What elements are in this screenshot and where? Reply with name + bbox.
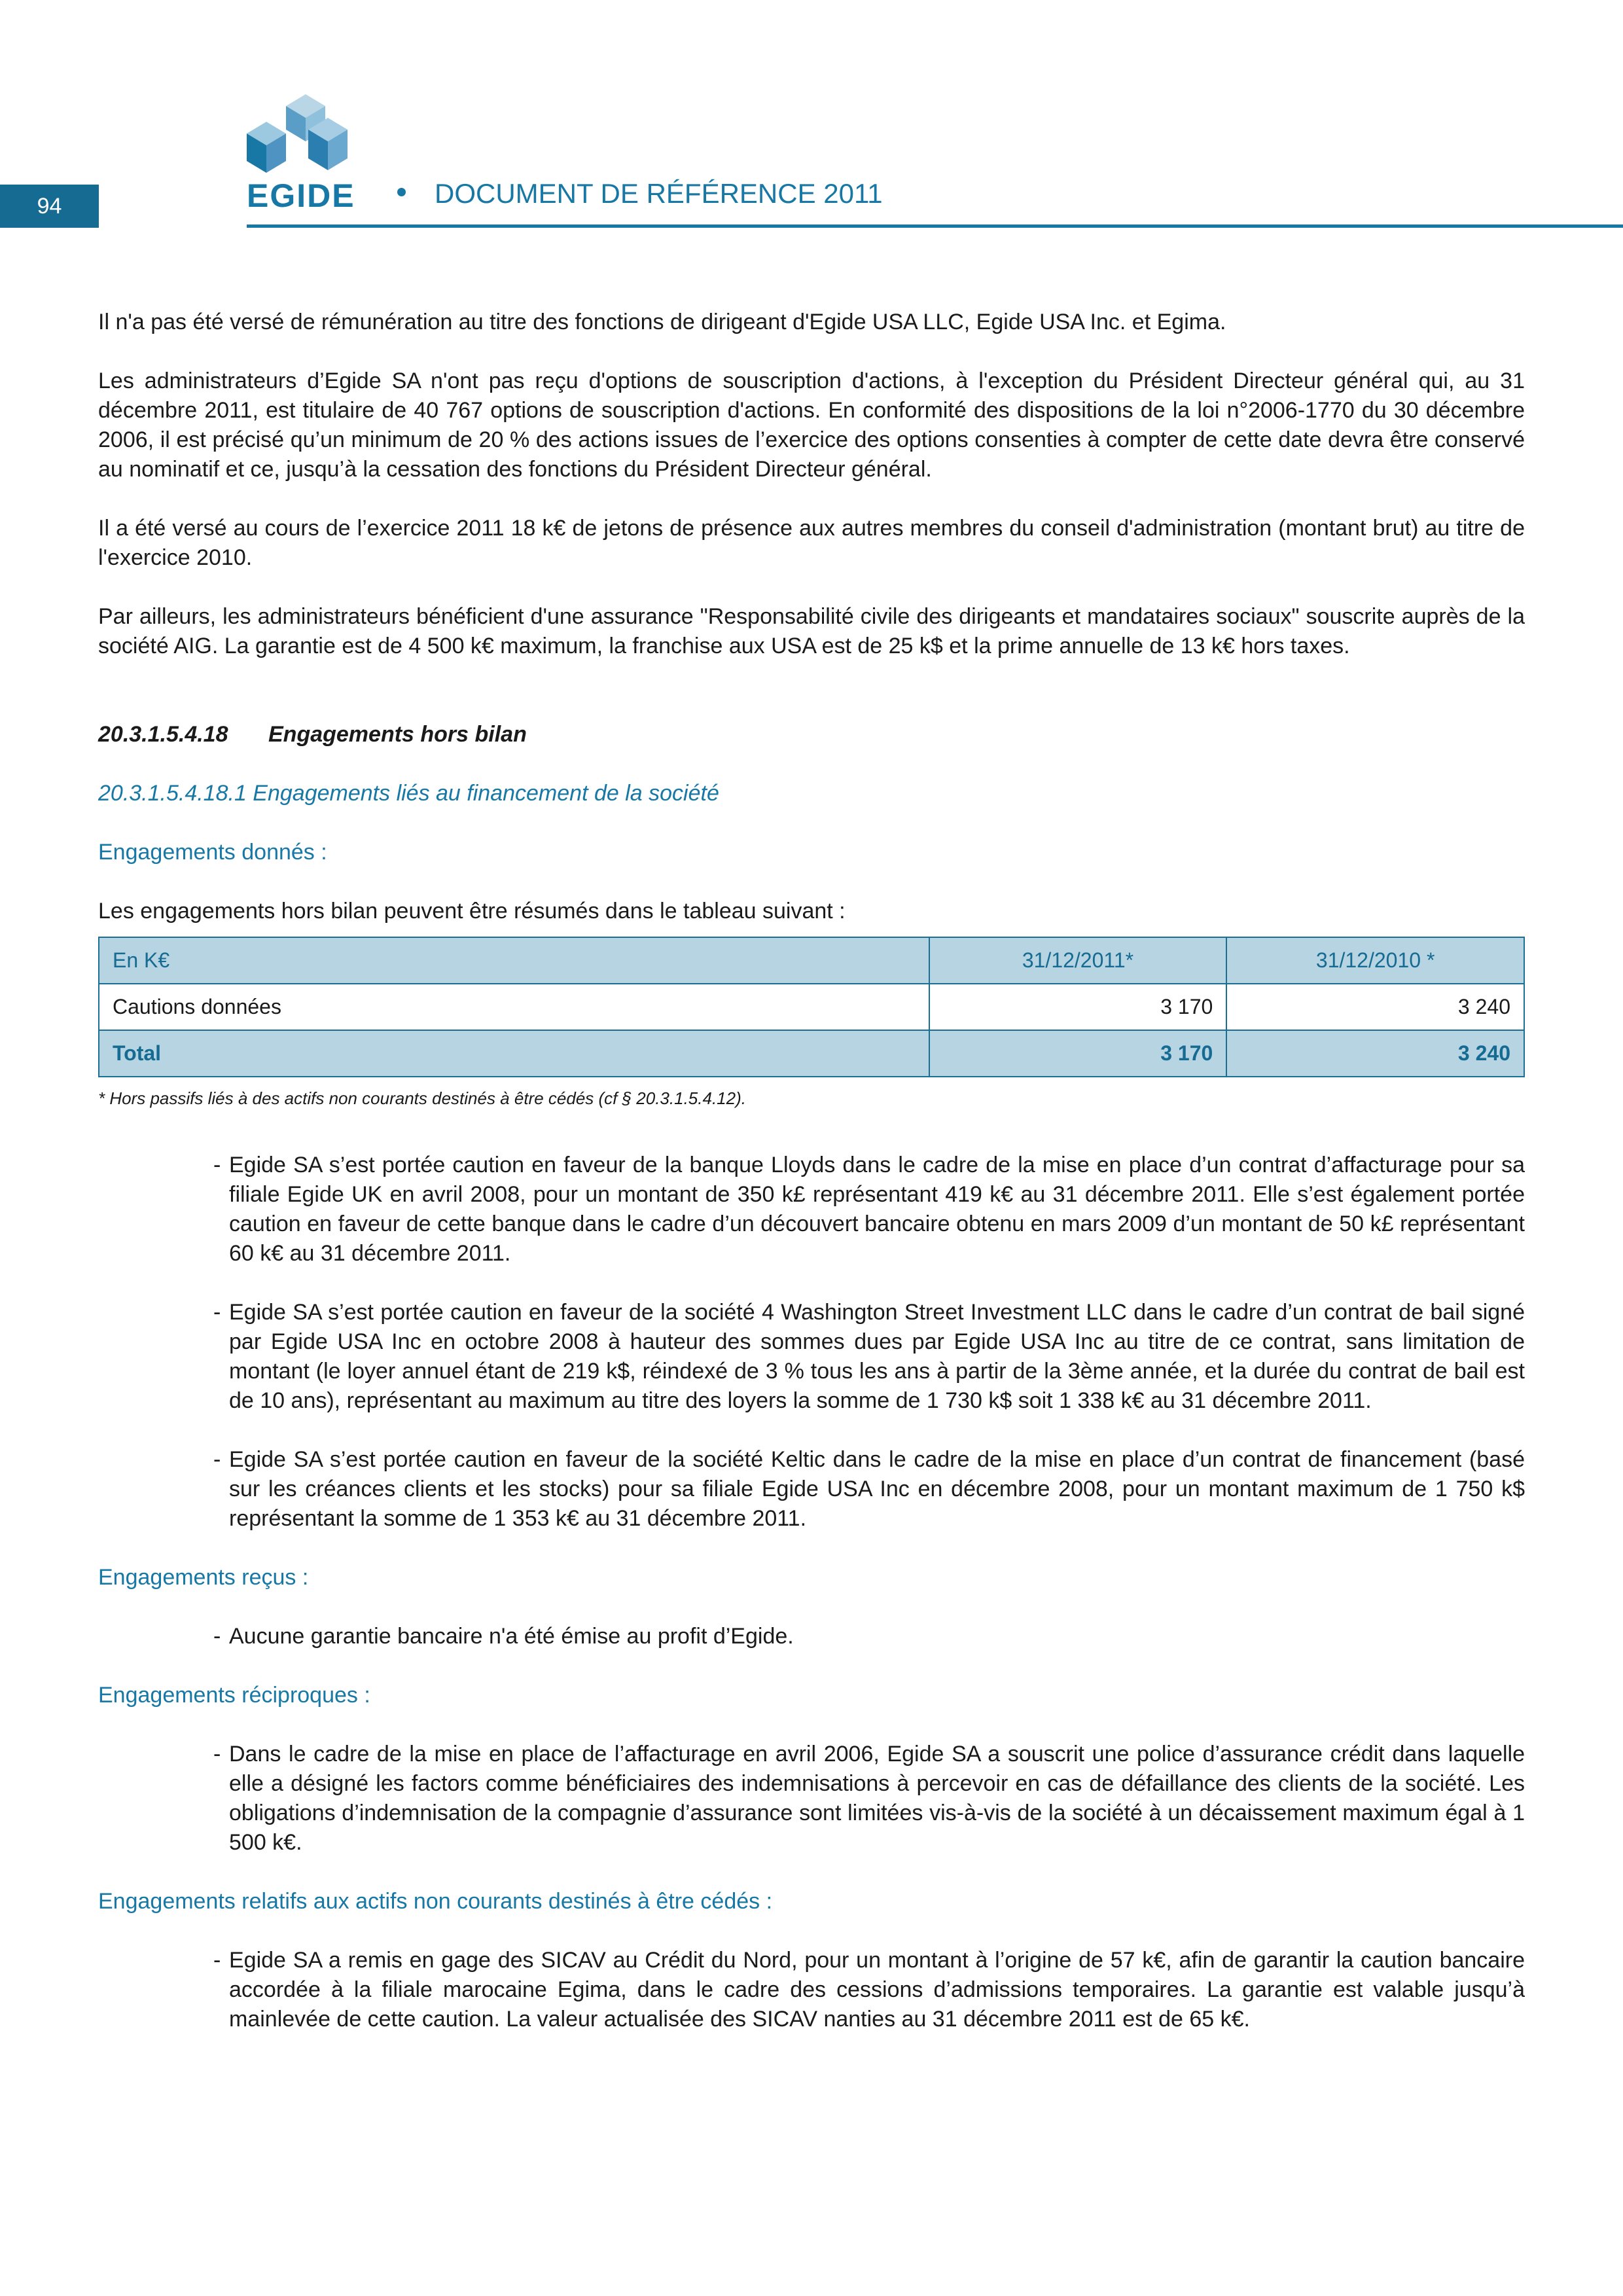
paragraph: Par ailleurs, les administrateurs bénéficient d'une assurance "Responsabilité civile des dirigeants et mandataires sociaux" souscrite auprès de la société AIG. La garantie est de 4 500 k€ maximum, la franchise aux USA est de 25 k$ et la prime annuelle de 13 k€ hors taxes. [98, 604, 1525, 658]
paragraph: Il n'a pas été versé de rémunération au titre des fonctions de dirigeant d'Egide USA LLC, Egide USA Inc. et Egima. [98, 310, 1226, 334]
document-title: DOCUMENT DE RÉFÉRENCE 2011 [435, 178, 883, 209]
section-heading [98, 720, 1525, 749]
table-cell: 3 170 [929, 1030, 1227, 1077]
commitments-table [98, 937, 1525, 1077]
heading-engagements-donnes: Engagements donnés : [98, 840, 327, 865]
paragraph: Il a été versé au cours de l’exercice 2011 18 k€ de jetons de présence aux autres membres du conseil d'administration (montant brut) au titre de l'exercice 2010. [98, 516, 1525, 570]
column-header: En K€ [99, 937, 929, 984]
table-cell: Cautions données [99, 984, 929, 1030]
heading-engagements-actifs: Engagements relatifs aux actifs non courants destinés à être cédés : [98, 1889, 773, 1914]
page-content [98, 308, 1525, 2064]
column-header: 31/12/2011* [929, 937, 1227, 984]
table-header-row [99, 937, 1524, 984]
list-item: - Egide SA s’est portée caution en faveur de la société 4 Washington Street Investment LLC dans le cadre d’un contrat de bail signé par Egide USA Inc en octobre 2008 à hauteur des sommes dues par Egide USA Inc au titre de ce contrat, sans limitation de montant (le loyer annuel étant de 219 k$, réindexé de 3 % tous les ans à partir de la 3ème année, et la durée du contrat de bail est de 10 ans), représentant au maximum au titre des loyers la somme de 1 730 k$ soit 1 338 k€ au 31 décembre 2011. [213, 1300, 1525, 1413]
list-item: - Egide SA a remis en gage des SICAV au Crédit du Nord, pour un montant à l’origine de 57 k€, afin de garantir la caution bancaire accordée à la filiale marocaine Egima, dans le cadre des cessions d’admissions temporaires. La garantie est valable jusqu’à mainlevée de cette caution. La valeur actualisée des SICAV nanties au 31 décembre 2011 est de 65 k€. [213, 1948, 1525, 2032]
table-cell: 3 240 [1226, 1030, 1524, 1077]
heading-engagements-recus: Engagements reçus : [98, 1565, 309, 1590]
subsection-heading: 20.3.1.5.4.18.1 Engagements liés au financement de la société [98, 781, 719, 806]
table-cell: 3 240 [1226, 984, 1524, 1030]
list-item: - Egide SA s’est portée caution en faveur de la société Keltic dans le cadre de la mise en place d’un contrat de financement (basé sur les créances clients et les stocks) pour sa filiale Egide USA Inc en décembre 2008, pour un montant maximum de 1 750 k$ représentant la somme de 1 353 k€ au 31 décembre 2011. [213, 1447, 1525, 1531]
table-cell: 3 170 [929, 984, 1227, 1030]
table-intro: Les engagements hors bilan peuvent être résumés dans le tableau suivant : [98, 899, 846, 924]
header-bullet [397, 188, 406, 196]
paragraph: Les administrateurs d’Egide SA n'ont pas reçu d'options de souscription d'actions, à l'exception du Président Directeur général qui, au 31 décembre 2011, est titulaire de 40 767 options de souscription d'actions. En conformité des dispositions de la loi n°2006-1770 du 30 décembre 2006, il est précisé qu’un minimum de 20 % des actions issues de l’exercice des options consenties à compter de cette date devra être conservé au nominatif et ce, jusqu’à la cessation des fonctions du Président Directeur général. [98, 368, 1525, 482]
table-cell: Total [99, 1030, 929, 1077]
heading-engagements-reciproques: Engagements réciproques : [98, 1683, 370, 1708]
table-total-row [99, 1030, 1524, 1077]
table-footnote: * Hors passifs liés à des actifs non courants destinés à être cédés (cf § 20.3.1.5.4.12). [98, 1088, 746, 1108]
section-number: 20.3.1.5.4.18 [98, 722, 228, 747]
given-bullet-list [98, 1151, 1525, 1534]
section-title: Engagements hors bilan [268, 722, 527, 747]
list-item: - Dans le cadre de la mise en place de l’affacturage en avril 2006, Egide SA a souscrit une police d’assurance crédit dans laquelle elle a désigné les factors comme bénéficiaires des indemnisations à percevoir en cas de défaillance des clients de la société. Les obligations d’indemnisation de la compagnie d’assurance sont limitées vis-à-vis de la société à un décaissement maximum égal à 1 500 k€. [213, 1742, 1525, 1855]
header-divider [247, 224, 1623, 228]
logo-wordmark: EGIDE [247, 177, 355, 214]
list-item: - Aucune garantie bancaire n'a été émise au profit d’Egide. [213, 1624, 794, 1649]
list-item: - Egide SA s’est portée caution en faveur de la banque Lloyds dans le cadre de la mise en place d’un contrat d’affacturage pour sa filiale Egide UK en avril 2008, pour un montant de 350 k£ représentant 419 k€ au 31 décembre 2011. Elle s’est également portée caution en faveur de cette banque dans le cadre d’un découvert bancaire obtenu en mars 2009 d’un montant de 50 k£ représentant 60 k€ au 31 décembre 2011. [213, 1153, 1525, 1266]
column-header: 31/12/2010 * [1226, 937, 1524, 984]
table-row [99, 984, 1524, 1030]
page-number: 94 [0, 185, 99, 228]
